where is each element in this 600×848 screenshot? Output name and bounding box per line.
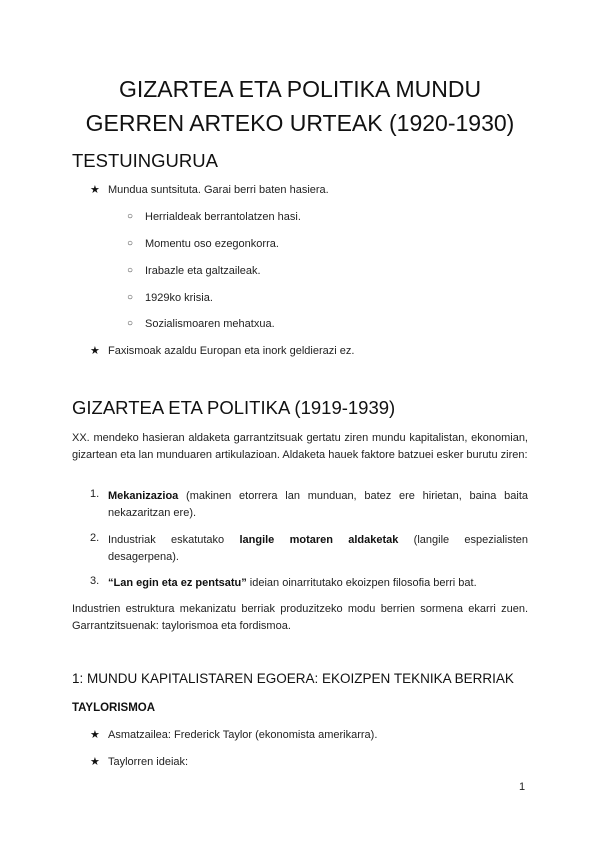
- sub-bullet-text: Momentu oso ezegonkorra.: [145, 238, 279, 250]
- item-text: (langile espezialisten desagerpena).: [108, 534, 528, 563]
- item-text: ideian oinarritutako ekoizpen filosofia berri bat.: [246, 577, 477, 589]
- list-number: 3.: [90, 575, 100, 587]
- intro-paragraph: XX. mendeko hasieran aldaketa garrantzitsuak gertatu ziren mundu kapitalistan, ekonomian, gizartean eta lan munduaren artikulazioan. Aldaketa hauek faktore batzuei esker burutu ziren:: [72, 432, 528, 461]
- circle-bullet-icon: ○: [127, 265, 134, 276]
- subheading-taylorismoa: TAYLORISMOA: [72, 702, 156, 714]
- bullet-text: Asmatzailea: Frederick Taylor (ekonomista amerikarra).: [108, 729, 378, 741]
- star-bullet-icon: ★: [90, 345, 100, 357]
- numbered-item: [108, 575, 528, 592]
- title-line-2: GERREN ARTEKO URTEAK (1920-1930): [85, 110, 515, 136]
- item-bold-text: langile motaren aldaketak: [239, 534, 399, 546]
- item-bold-text: “Lan egin eta ez pentsatu”: [108, 577, 247, 589]
- circle-bullet-icon: ○: [127, 292, 134, 303]
- section-heading-mundu-kapitalista: 1: MUNDU KAPITALISTAREN EGOERA: EKOIZPEN TEKNIKA BERRIAK: [72, 671, 514, 686]
- title-line-1: GIZARTEA ETA POLITIKA MUNDU: [118, 76, 482, 102]
- numbered-item: [108, 532, 528, 566]
- sub-bullet-text: Herrialdeak berrantolatzen hasi.: [145, 211, 301, 223]
- numbered-item: [108, 488, 528, 522]
- sub-bullet-text: Irabazle eta galtzaileak.: [145, 265, 261, 277]
- circle-bullet-icon: ○: [127, 318, 134, 329]
- bullet-text: Faxismoak azaldu Europan eta inork geldierazi ez.: [108, 345, 355, 357]
- outro-paragraph: Industrien estruktura mekanizatu berriak produzitzeko modu berrien sormena ekarri zuen. Garrantzitsuenak: taylorismoa eta fordismoa.: [72, 603, 528, 632]
- star-bullet-icon: ★: [90, 756, 100, 768]
- sub-bullet-text: 1929ko krisia.: [145, 292, 213, 304]
- bullet-text: Taylorren ideiak:: [108, 756, 189, 768]
- star-bullet-icon: ★: [90, 184, 100, 196]
- item-text: Industriak eskatutako: [108, 534, 240, 546]
- list-number: 1.: [90, 488, 100, 500]
- item-text: (makinen etorrera lan munduan, batez ere hirietan, baina baita nekazaritzan ere).: [108, 490, 528, 519]
- circle-bullet-icon: ○: [127, 211, 134, 222]
- bullet-text: Mundua suntsituta. Garai berri baten hasiera.: [108, 184, 329, 196]
- list-number: 2.: [90, 532, 100, 544]
- sub-bullet-text: Sozialismoaren mehatxua.: [145, 318, 275, 330]
- document-title: [40, 72, 560, 140]
- section-heading-gizartea: GIZARTEA ETA POLITIKA (1919-1939): [72, 397, 396, 418]
- item-bold-text: Mekanizazioa: [108, 490, 179, 502]
- circle-bullet-icon: ○: [127, 238, 134, 249]
- section-heading-testuingurua: TESTUINGURUA: [72, 150, 218, 171]
- star-bullet-icon: ★: [90, 729, 100, 741]
- page-number: 1: [519, 781, 526, 793]
